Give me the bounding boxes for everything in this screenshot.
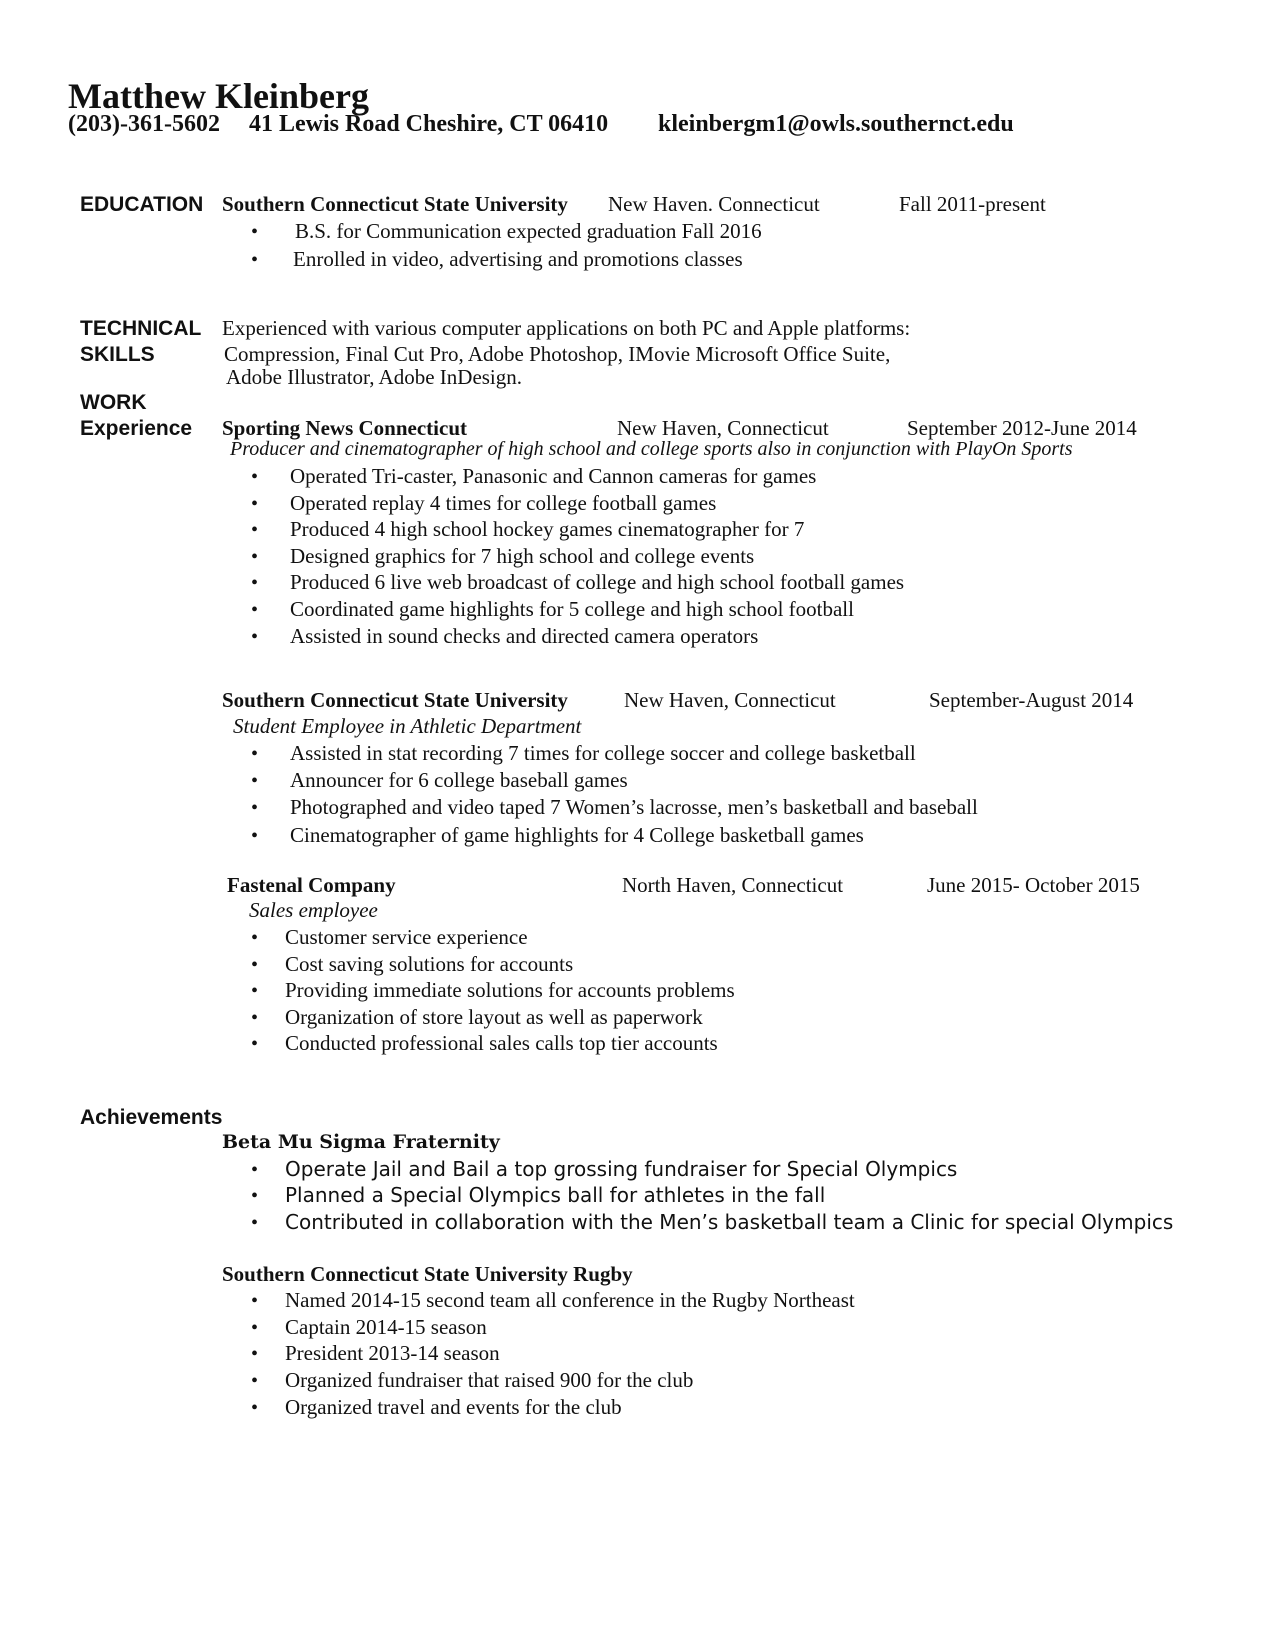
bullet-marker: • [251,1007,259,1029]
job-location: New Haven, Connecticut [617,416,829,440]
job-bullet: Organization of store layout as well as paperwork [285,1005,703,1029]
bullet-marker: • [251,954,259,976]
achievement-bullet: Organized travel and events for the club [285,1395,622,1419]
job-bullet: Produced 4 high school hockey games cinematographer for 7 [290,517,805,541]
job-role: Producer and cinematographer of high school and college sports also in conjunction with PlayOn Sports [230,438,1073,460]
bullet-marker: • [251,1397,259,1419]
bullet-marker: • [251,1317,259,1339]
bullet-marker: • [251,1185,259,1207]
skills-line: Compression, Final Cut Pro, Adobe Photoshop, IMovie Microsoft Office Suite, [224,342,891,366]
education-school: Southern Connecticut State University [222,192,568,216]
work-heading-line1: WORK [80,391,147,414]
bullet-marker: • [251,466,259,488]
bullet-marker: • [251,221,259,243]
bullet-marker: • [251,980,259,1002]
bullet-marker: • [251,825,259,847]
bullet-marker: • [251,1033,259,1055]
work-heading-line2: Experience [80,417,193,440]
bullet-marker: • [251,1212,259,1234]
achievement-group-title: Southern Connecticut State University Rugby [222,1262,633,1286]
job-company: Southern Connecticut State University [222,688,568,712]
bullet-marker: • [251,1343,259,1365]
achievement-bullet: Contributed in collaboration with the Men’s basketball team a Clinic for special Olympics [285,1210,1174,1234]
job-bullet: Designed graphics for 7 high school and college events [290,544,755,568]
job-bullet: Providing immediate solutions for accounts problems [285,978,735,1002]
job-bullet: Assisted in stat recording 7 times for college soccer and college basketball [290,741,916,765]
education-bullet: B.S. for Communication expected graduation Fall 2016 [295,219,762,243]
job-role: Student Employee in Athletic Department [233,714,582,738]
skills-heading-line1: TECHNICAL [80,317,202,340]
education-location: New Haven. Connecticut [608,192,820,216]
job-bullet: Operated replay 4 times for college football games [290,491,717,515]
job-bullet: Announcer for 6 college baseball games [290,768,628,792]
home-address: 41 Lewis Road Cheshire, CT 06410 [249,111,609,137]
achievement-bullet: President 2013-14 season [285,1341,500,1365]
job-bullet: Assisted in sound checks and directed camera operators [290,624,759,648]
job-company: Sporting News Connecticut [222,416,467,440]
achievement-group-title: Beta Mu Sigma Fraternity [222,1131,500,1153]
job-bullet: Cinematographer of game highlights for 4 College basketball games [290,823,864,847]
job-role: Sales employee [249,898,378,922]
achievement-bullet: Named 2014-15 second team all conference in the Rugby Northeast [285,1288,855,1312]
achievement-bullet: Operate Jail and Bail a top grossing fundraiser for Special Olympics [285,1157,958,1181]
bullet-marker: • [251,599,259,621]
bullet-marker: • [251,546,259,568]
bullet-marker: • [251,249,259,271]
bullet-marker: • [251,493,259,515]
job-bullet: Operated Tri-caster, Panasonic and Cannon cameras for games [290,464,817,488]
job-bullet: Customer service experience [285,925,528,949]
skills-line: Experienced with various computer applications on both PC and Apple platforms: [222,316,911,340]
phone-number: (203)-361-5602 [68,111,220,137]
job-dates: September-August 2014 [929,688,1134,712]
bullet-marker: • [251,927,259,949]
bullet-marker: • [251,1290,259,1312]
job-location: New Haven, Connecticut [624,688,836,712]
skills-heading-line2: SKILLS [80,343,155,366]
job-bullet: Coordinated game highlights for 5 college and high school football [290,597,854,621]
education-heading: EDUCATION [80,193,204,216]
bullet-marker: • [251,1370,259,1392]
job-bullet: Cost saving solutions for accounts [285,952,574,976]
job-bullet: Conducted professional sales calls top tier accounts [285,1031,718,1055]
bullet-marker: • [251,519,259,541]
achievements-heading: Achievements [80,1106,223,1129]
job-bullet: Photographed and video taped 7 Women’s lacrosse, men’s basketball and baseball [290,795,978,819]
bullet-marker: • [251,797,259,819]
education-bullet: Enrolled in video, advertising and promotions classes [293,247,743,271]
bullet-marker: • [251,626,259,648]
email-address: kleinbergm1@owls.southernct.edu [658,111,1014,137]
achievement-bullet: Organized fundraiser that raised 900 for the club [285,1368,694,1392]
job-company: Fastenal Company [227,873,396,897]
bullet-marker: • [251,770,259,792]
job-location: North Haven, Connecticut [622,873,844,897]
bullet-marker: • [251,1159,259,1181]
candidate-name: Matthew Kleinberg [68,76,369,116]
skills-line: Adobe Illustrator, Adobe InDesign. [226,365,523,389]
job-dates: June 2015- October 2015 [927,873,1140,897]
achievement-bullet: Planned a Special Olympics ball for athletes in the fall [285,1183,826,1207]
job-bullet: Produced 6 live web broadcast of college and high school football games [290,570,905,594]
job-dates: September 2012-June 2014 [907,416,1137,440]
bullet-marker: • [251,743,259,765]
education-dates: Fall 2011-present [899,192,1046,216]
bullet-marker: • [251,572,259,594]
achievement-bullet: Captain 2014-15 season [285,1315,487,1339]
